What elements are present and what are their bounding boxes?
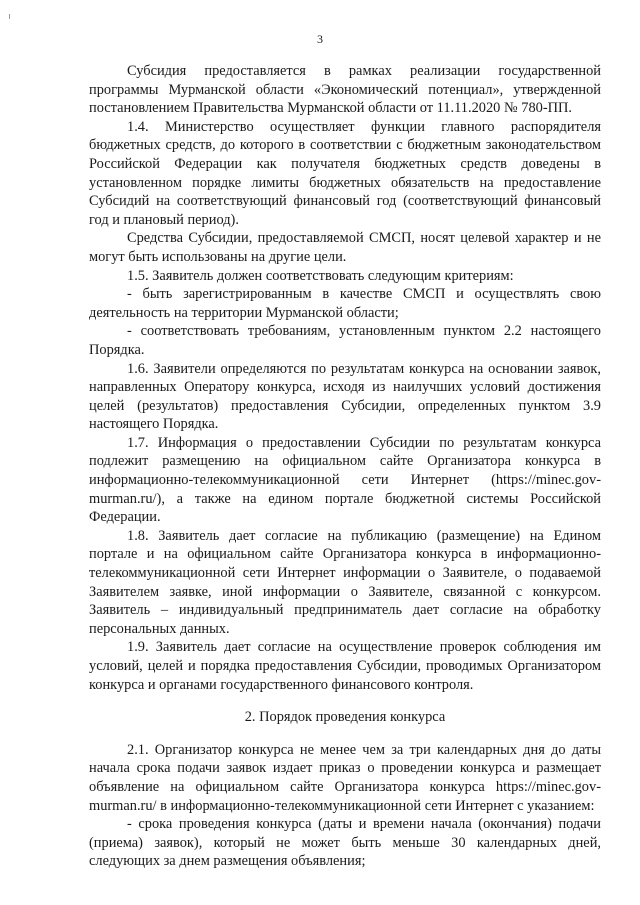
document-body xyxy=(89,62,601,871)
paragraph-subsidy-purpose: Средства Субсидии, предоставляемой СМСП, носят целевой характер и не могут быть использованы на другие цели. xyxy=(89,230,601,265)
section-heading: 2. Порядок проведения конкурса xyxy=(244,709,446,726)
paragraph-1-5: 1.5. Заявитель должен соответствовать следующим критериям: xyxy=(127,267,514,284)
paragraph-subsidy-program: Субсидия предоставляется в рамках реализации государственной программы Мурманской области «Экономический потенциал», утвержденной постановлением Правительства Мурманской области от 11.11.2020 № 780-ПП. xyxy=(89,63,601,117)
page-number: 3 xyxy=(317,32,323,46)
paragraph-2-1: 2.1. Организатор конкурса не менее чем за три календарных дня до даты начала срока подачи заявок издает приказ о проведении конкурса и размещает объявление на официальном сайте Организатора конкурса https://minec.gov-murman.ru/ в информационно-телекоммуникационной сети Интернет с указанием: xyxy=(89,741,601,814)
paragraph-1-6: 1.6. Заявители определяются по результатам конкурса на основании заявок, направленных Оператору конкурса, исходя из наилучших условий достижения целей (результатов) предоставления Субсидии, определенных пунктом 3.9 настоящего Порядка. xyxy=(89,360,601,433)
paragraph-1-8: 1.8. Заявитель дает согласие на публикацию (размещение) на Едином портале и на официальном сайте Организатора конкурса в информационно-телекоммуникационной сети Интернет информации о Заявителе, о подаваемой Заявителем заявке, иной информации о Заявителе, связанной с конкурсом. Заявитель – индивидуальный предприниматель дает согласие на обработку персональных данных. xyxy=(89,527,601,637)
paragraph-criterion-2: - соответствовать требованиям, установленным пунктом 2.2 настоящего Порядка. xyxy=(89,323,601,358)
paragraph-1-9: 1.9. Заявитель дает согласие на осуществление проверок соблюдения им условий, целей и порядка предоставления Субсидии, проводимых Организатором конкурса и органами государственного финансового контроля. xyxy=(89,639,601,693)
scan-edge-mark xyxy=(9,14,10,19)
paragraph-2-1-item: - срока проведения конкурса (даты и времени начала (окончания) подачи (приема) заявок), который не может быть меньше 30 календарных дней, следующих за днем размещения объявления; xyxy=(89,816,601,870)
paragraph-1-4: 1.4. Министерство осуществляет функции главного распорядителя бюджетных средств, до которого в соответствии с бюджетным законодательством Российской Федерации как получателя бюджетных средств доведены в установленном порядке лимиты бюджетных обязательств на предоставление Субсидий на соответствующий финансовый год (соответствующий финансовый год и плановый период). xyxy=(89,118,601,228)
paragraph-1-7: 1.7. Информация о предоставлении Субсидии по результатам конкурса подлежит размещению на официальном сайте Организатора конкурса в информационно-телекоммуникационной сети Интернет (https://minec.gov-murman.ru/), а также на едином портале бюджетной системы Российской Федерации. xyxy=(89,434,601,526)
paragraph-criterion-1: - быть зарегистрированным в качестве СМСП и осуществлять свою деятельность на территории Мурманской области; xyxy=(89,286,601,321)
